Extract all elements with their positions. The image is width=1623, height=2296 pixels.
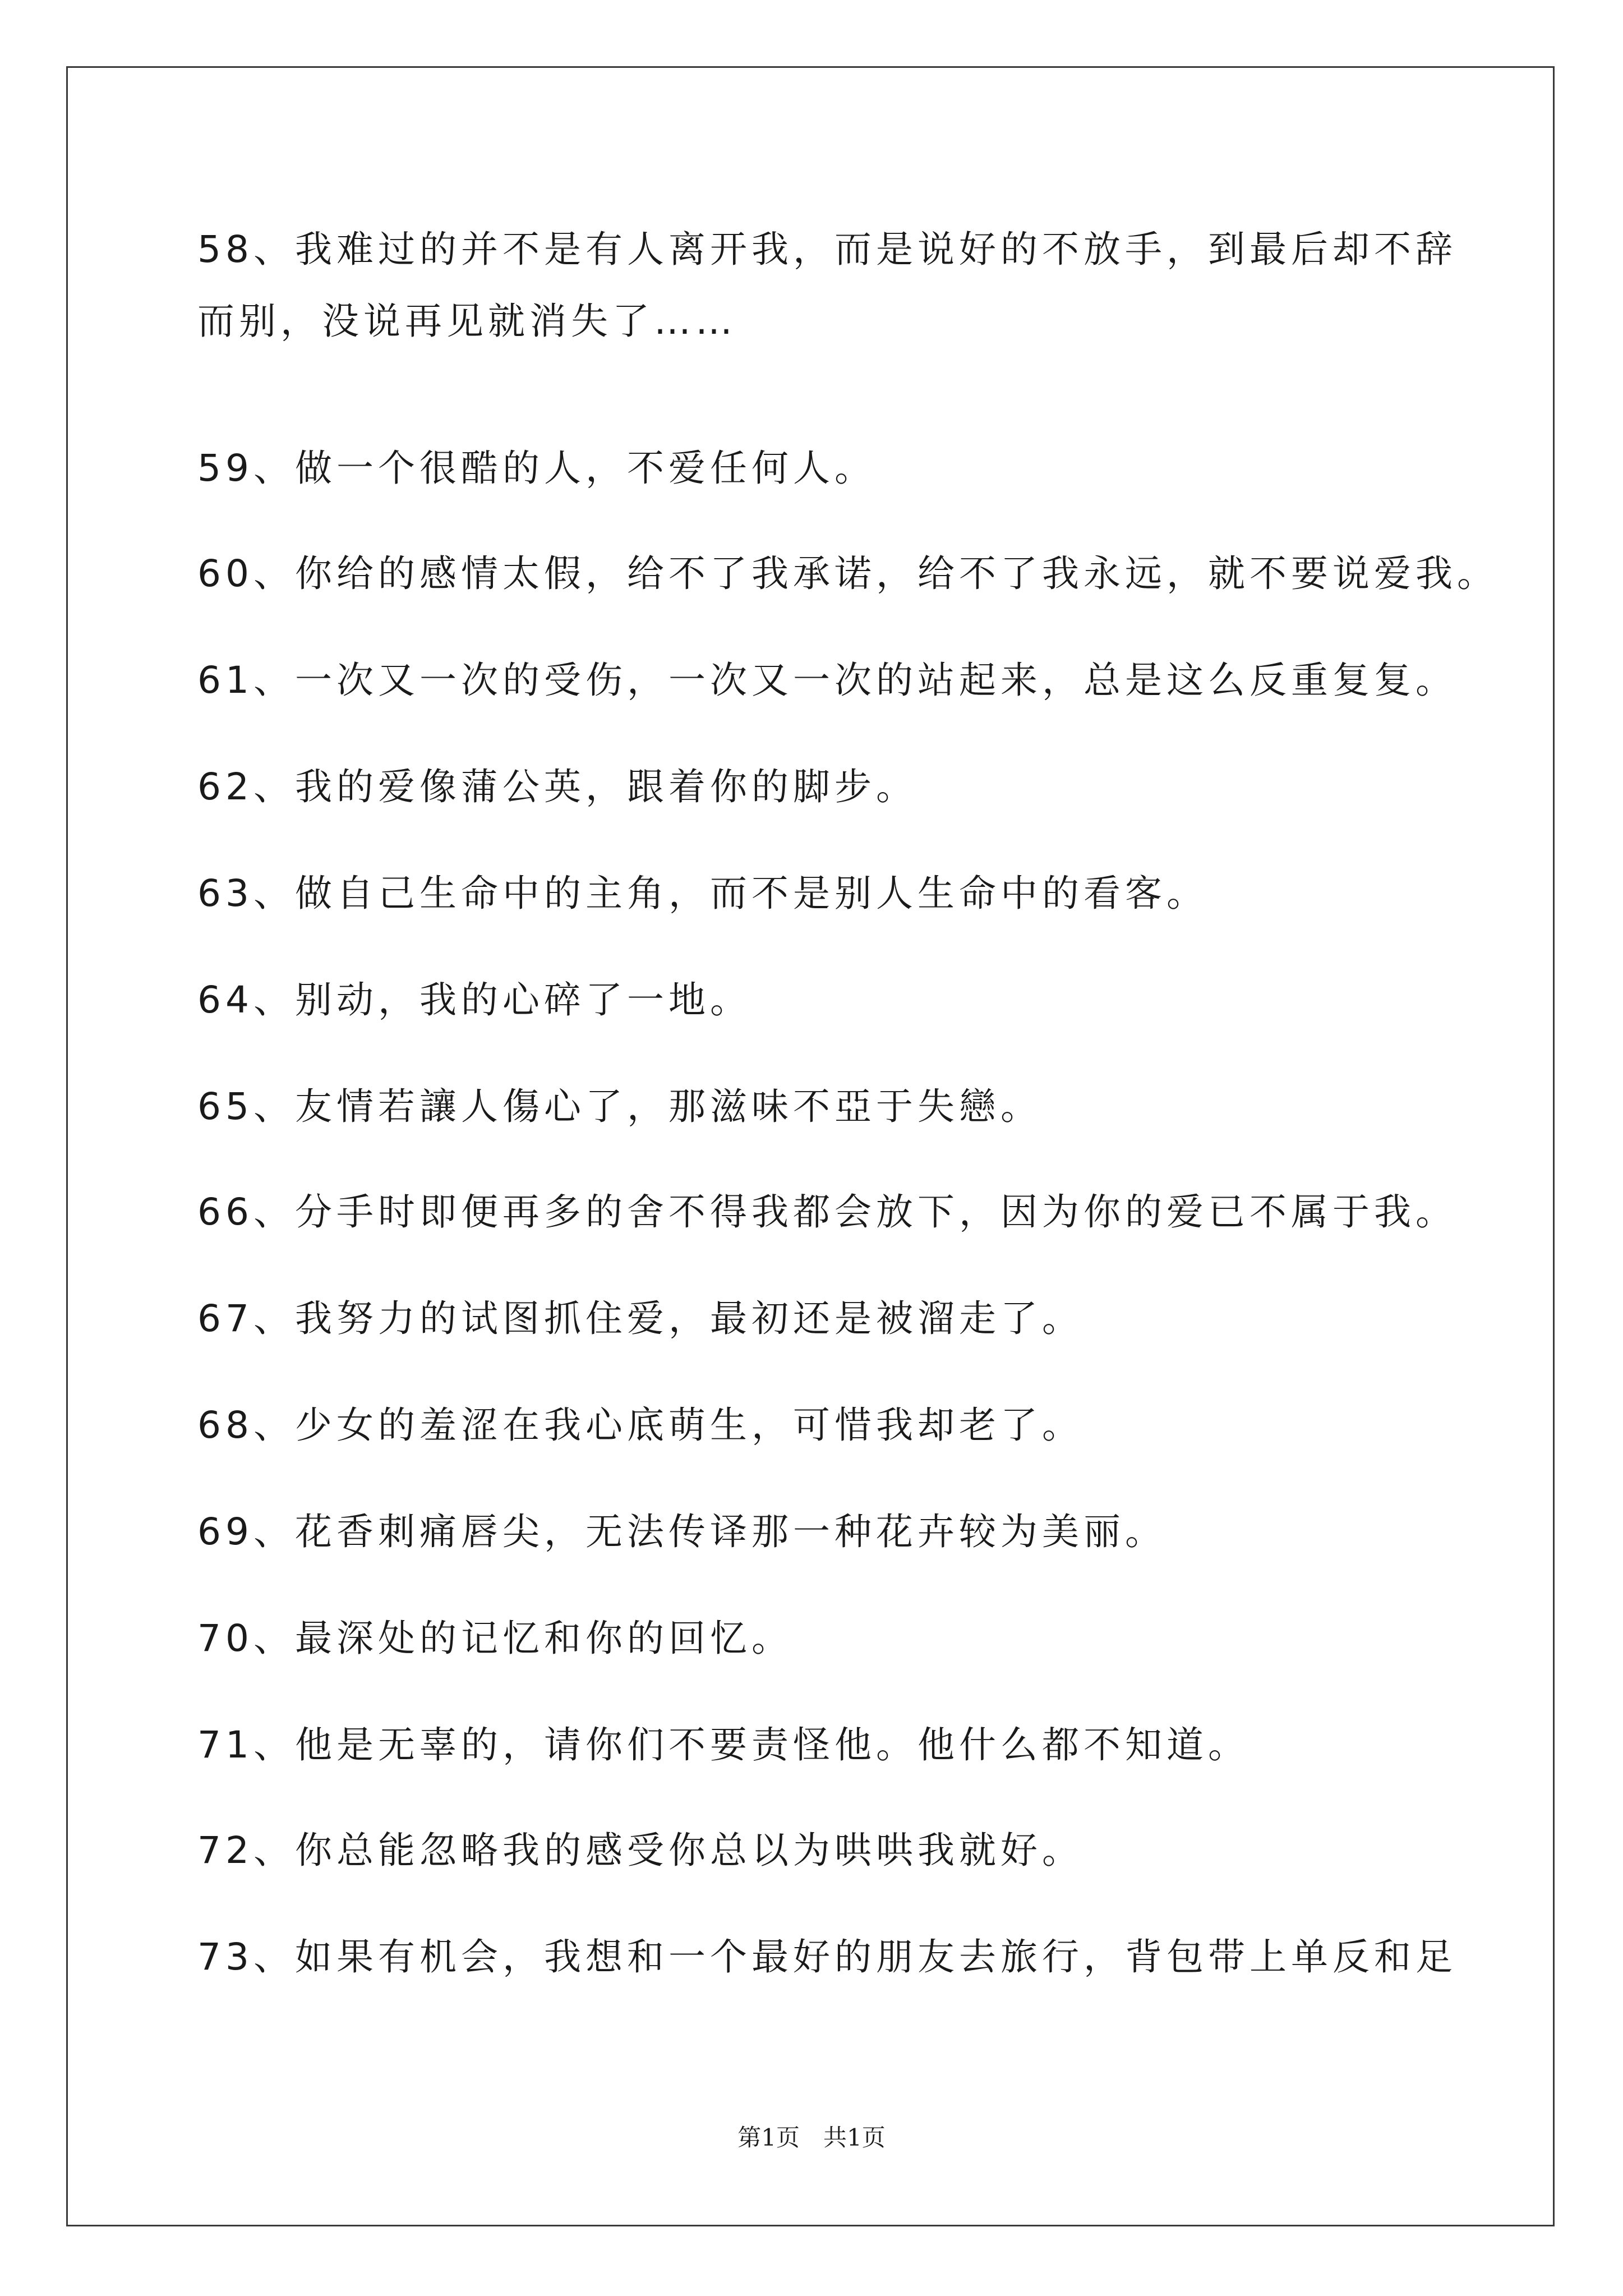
text-line: 59、做一个很酷的人，不爱任何人。	[197, 447, 876, 490]
text-line: 64、别动，我的心碎了一地。	[197, 978, 751, 1022]
text-line: 71、他是无辜的，请你们不要责怪他。他什么都不知道。	[197, 1723, 1249, 1766]
text-line: 58、我难过的并不是有人离开我，而是说好的不放手，到最后却不辞	[197, 228, 1457, 271]
text-line: 70、最深处的记忆和你的回忆。	[197, 1617, 793, 1660]
text-line: 69、花香刺痛唇尖，无法传译那一种花卉较为美丽。	[197, 1510, 1166, 1553]
text-line: 60、你给的感情太假，给不了我承诺，给不了我永远，就不要说爱我。	[197, 552, 1498, 595]
text-line: 66、分手时即便再多的舍不得我都会放下，因为你的爱已不属于我。	[197, 1190, 1457, 1234]
text-line: 63、做自己生命中的主角，而不是别人生命中的看客。	[197, 872, 1208, 915]
text-line: 72、你总能忽略我的感受你总以为哄哄我就好。	[197, 1829, 1083, 1872]
page-border	[66, 66, 1555, 2226]
text-line: 67、我努力的试图抓住爱，最初还是被溜走了。	[197, 1297, 1083, 1340]
text-line: 而别，没说再见就消失了……	[197, 300, 737, 343]
text-line: 61、一次又一次的受伤，一次又一次的站起来，总是这么反重复复。	[197, 659, 1457, 702]
text-line: 65、友情若讓人傷心了，那滋味不亞于失戀。	[197, 1085, 1042, 1128]
text-line: 68、少女的羞涩在我心底萌生，可惜我却老了。	[197, 1404, 1083, 1447]
text-line: 73、如果有机会，我想和一个最好的朋友去旅行，背包带上单反和足	[197, 1935, 1457, 1978]
text-line: 62、我的爱像蒲公英，跟着你的脚步。	[197, 765, 917, 808]
page-number-footer: 第1页 共1页	[737, 2124, 886, 2151]
